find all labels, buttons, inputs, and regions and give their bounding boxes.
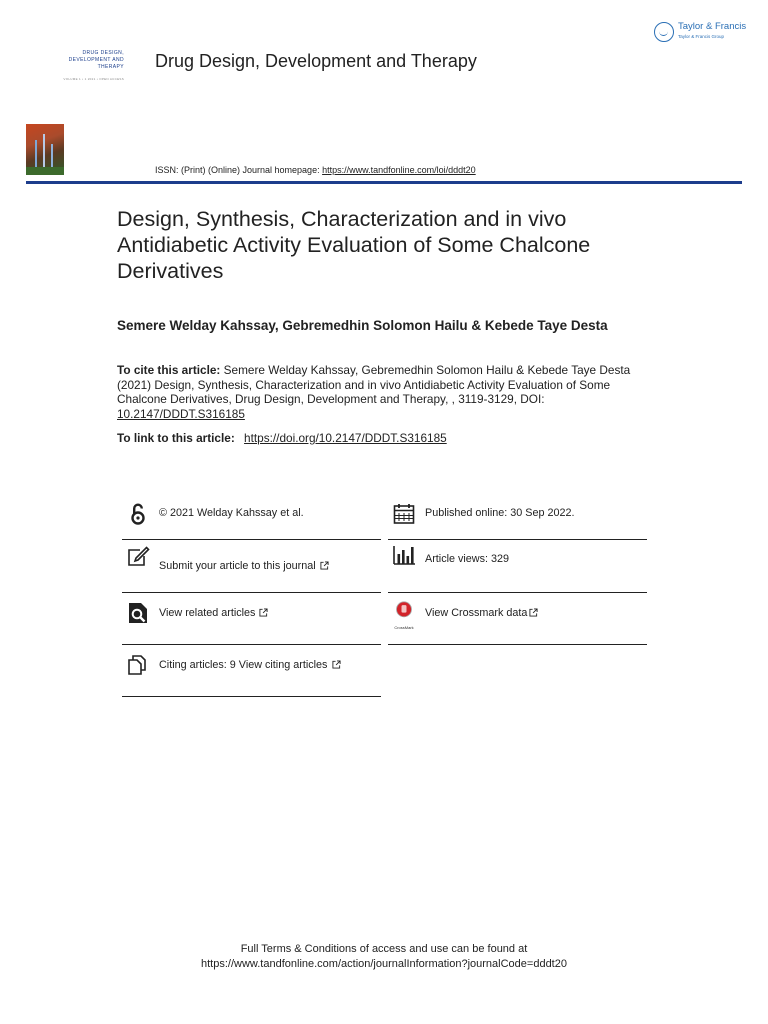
published-text: Published online: 30 Sep 2022. xyxy=(425,507,575,519)
published-cell xyxy=(388,488,647,540)
related-articles-cell[interactable] xyxy=(122,593,381,645)
issn-line xyxy=(155,165,476,175)
crossmark-icon xyxy=(392,601,416,630)
related-articles-link[interactable] xyxy=(159,607,268,619)
header-rule xyxy=(26,181,742,184)
external-link-icon xyxy=(259,608,268,617)
external-link-icon xyxy=(332,660,341,669)
issn-prefix: ISSN: (Print) (Online) Journal homepage: xyxy=(155,165,320,175)
journal-cover-image xyxy=(26,124,64,175)
crossmark-label: View Crossmark data xyxy=(425,607,528,619)
related-articles-label: View related articles xyxy=(159,607,256,619)
publisher-group: Taylor & Francis Group xyxy=(678,34,725,39)
crossmark-badge-label: CrossMark xyxy=(394,625,414,630)
external-link-icon xyxy=(529,608,538,617)
publisher-logo-icon xyxy=(654,22,674,42)
citation-block xyxy=(117,363,637,421)
open-access-icon xyxy=(126,502,150,526)
journal-logo xyxy=(52,50,124,81)
crossmark-cell[interactable] xyxy=(388,593,647,645)
search-document-icon xyxy=(126,601,150,625)
citing-articles-icon xyxy=(126,653,150,677)
journal-logo-title: DRUG DESIGN, DEVELOPMENT AND THERAPY xyxy=(68,50,124,70)
article-title: Design, Synthesis, Characterization and in vivo Antidiabetic Activity Evaluation of Some Chalcone Derivatives xyxy=(117,207,591,283)
copyright-cell xyxy=(122,488,381,540)
citing-articles-label: Citing articles: 9 View citing articles xyxy=(159,659,328,671)
citation-label: To cite this article: xyxy=(117,363,221,377)
submit-article-label: Submit your article to this journal xyxy=(159,560,316,572)
article-link-line xyxy=(117,431,447,445)
journal-homepage-link[interactable]: https://www.tandfonline.com/loi/dddt20 xyxy=(322,165,476,175)
article-views-cell xyxy=(388,541,647,593)
publisher-name: Taylor & Francis xyxy=(678,21,747,32)
submit-article-link[interactable] xyxy=(159,560,329,572)
citing-articles-link[interactable] xyxy=(159,659,341,671)
article-views-text: Article views: 329 xyxy=(425,553,510,565)
edit-icon xyxy=(126,545,150,569)
external-link-icon xyxy=(320,561,329,570)
citation-doi-link[interactable]: 10.2147/DDDT.S316185 xyxy=(117,406,245,421)
link-label: To link to this article: xyxy=(117,431,235,445)
article-authors: Semere Welday Kahssay, Gebremedhin Solomon Hailu & Kebede Taye Desta xyxy=(117,318,608,333)
calendar-icon xyxy=(392,502,416,526)
bar-chart-icon xyxy=(392,543,416,567)
article-doi-link[interactable]: https://doi.org/10.2147/DDDT.S316185 xyxy=(244,431,447,445)
footer-line-1: Full Terms & Conditions of access and use can be found at xyxy=(240,943,528,955)
publisher-logo[interactable] xyxy=(654,22,746,42)
submit-article-cell[interactable] xyxy=(122,541,381,593)
journal-logo-subline: VOLUME 1 • 1 2021 • OPEN ACCESS xyxy=(63,77,124,81)
citing-articles-cell[interactable] xyxy=(122,645,381,697)
footer-terms-link[interactable]: https://www.tandfonline.com/action/journalInformation?journalCode=dddt20 xyxy=(201,957,567,970)
footer-terms xyxy=(0,942,768,971)
crossmark-link[interactable] xyxy=(425,607,538,619)
copyright-text: © 2021 Welday Kahssay et al. xyxy=(159,507,304,519)
journal-title: Drug Design, Development and Therapy xyxy=(155,51,477,71)
citation-text: Semere Welday Kahssay, Gebremedhin Solomon Hailu & Kebede Taye Desta (2021) Design, Synthesis, Characterization and in vivo Antidiabetic Activity Evaluation of Some Chalcone Derivatives, Drug Design, Development and Therapy, , 3119-3129, DOI: xyxy=(117,363,631,407)
